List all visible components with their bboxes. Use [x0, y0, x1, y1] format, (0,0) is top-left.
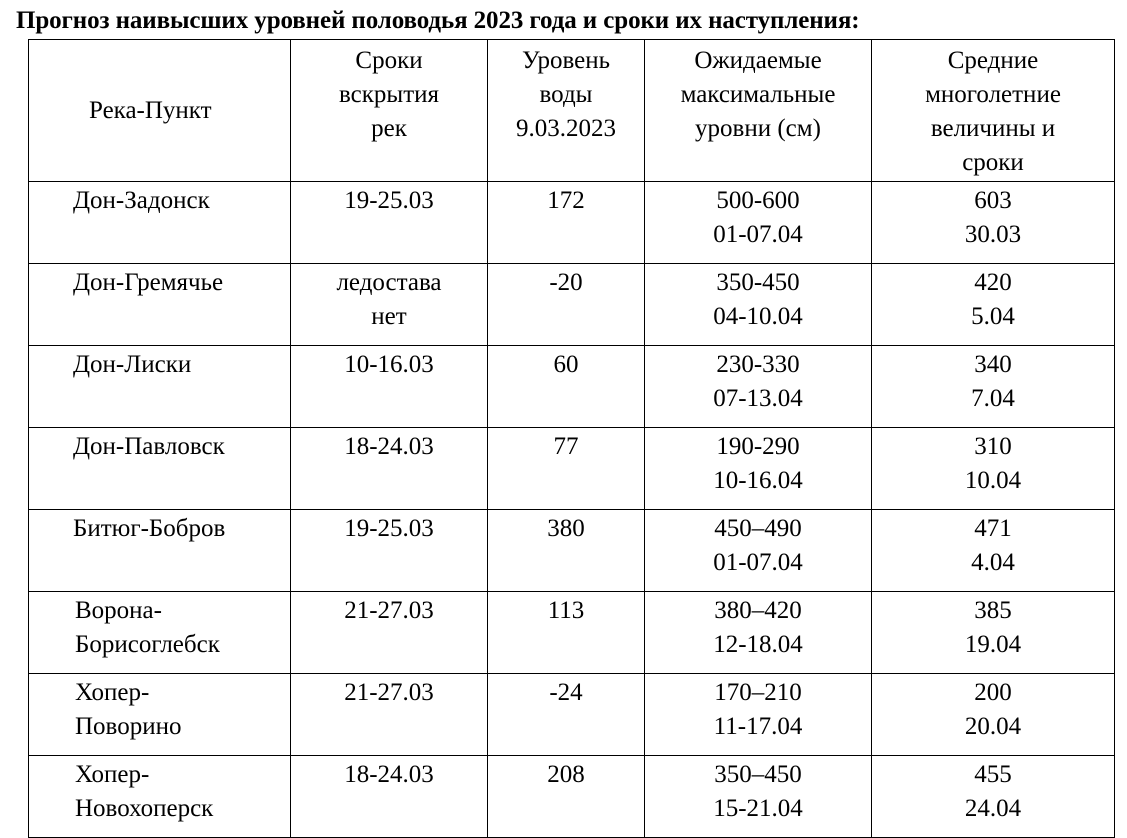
header-river-point	[29, 40, 291, 182]
average-date: 5.04	[971, 303, 1015, 330]
average-level: 455	[974, 761, 1012, 788]
header-line: Средние	[947, 47, 1039, 74]
cell-water-level	[488, 674, 645, 756]
expected-date-range: 10-16.04	[713, 467, 803, 494]
table-row	[29, 592, 1115, 674]
header-line: рек	[371, 115, 407, 142]
opening-dates-text: 21-27.03	[344, 679, 434, 706]
table-row	[29, 674, 1115, 756]
water-level-text: 380	[547, 515, 585, 542]
expected-date-range: 07-13.04	[713, 385, 803, 412]
cell-water-level	[488, 346, 645, 428]
cell-river-point	[29, 592, 291, 674]
header-line: Уровень	[521, 47, 611, 74]
cell-expected-max	[645, 182, 872, 264]
cell-opening-dates	[291, 182, 488, 264]
header-line: многолетние	[925, 81, 1061, 108]
cell-expected-max	[645, 756, 872, 838]
expected-date-range: 01-07.04	[713, 549, 803, 576]
average-date: 24.04	[964, 795, 1022, 822]
header-line: сроки	[962, 149, 1024, 176]
average-level: 385	[974, 597, 1012, 624]
cell-opening-dates	[291, 264, 488, 346]
opening-dates-text: 10-16.03	[344, 351, 434, 378]
expected-level-range: 350–450	[714, 761, 802, 788]
average-date: 10.04	[964, 467, 1022, 494]
cell-opening-dates	[291, 510, 488, 592]
river-point-text: Дон-Гремячье	[73, 269, 224, 296]
cell-water-level	[488, 510, 645, 592]
cell-expected-max	[645, 592, 872, 674]
header-water-level	[488, 40, 645, 182]
cell-water-level	[488, 182, 645, 264]
cell-long-term-average	[872, 264, 1115, 346]
water-level-text: 60	[553, 351, 579, 378]
cell-long-term-average	[872, 756, 1115, 838]
river-point-text: Борисоглебск	[75, 631, 220, 658]
cell-river-point	[29, 346, 291, 428]
opening-dates-text: 18-24.03	[344, 761, 434, 788]
expected-date-range: 11-17.04	[713, 713, 803, 740]
expected-level-range: 380–420	[714, 597, 802, 624]
header-opening-dates	[291, 40, 488, 182]
cell-long-term-average	[872, 182, 1115, 264]
average-level: 310	[974, 433, 1012, 460]
average-level: 471	[974, 515, 1012, 542]
river-point-text: Битюг-Бобров	[73, 515, 226, 542]
table-row	[29, 510, 1115, 592]
river-point-text: Дон-Задонск	[73, 187, 210, 214]
header-line: вскрытия	[339, 81, 439, 108]
average-level: 340	[974, 351, 1012, 378]
header-line: Река-Пункт	[89, 96, 212, 124]
cell-river-point	[29, 756, 291, 838]
expected-date-range: 15-21.04	[713, 795, 803, 822]
opening-dates-text: 19-25.03	[344, 515, 434, 542]
expected-level-range: 350-450	[716, 269, 800, 296]
cell-water-level	[488, 756, 645, 838]
water-level-text: -24	[549, 679, 583, 706]
cell-long-term-average	[872, 346, 1115, 428]
expected-level-range: 170–210	[714, 679, 802, 706]
cell-long-term-average	[872, 592, 1115, 674]
header-row	[29, 40, 1115, 182]
river-point-text: Хопер-	[75, 679, 150, 706]
water-level-text: 77	[553, 433, 579, 460]
opening-dates-text: 18-24.03	[344, 433, 434, 460]
table-row	[29, 182, 1115, 264]
water-level-text: 113	[547, 597, 585, 624]
table-row	[29, 428, 1115, 510]
cell-water-level	[488, 592, 645, 674]
average-date: 7.04	[971, 385, 1015, 412]
average-date: 20.04	[964, 713, 1022, 740]
expected-date-range: 01-07.04	[713, 221, 803, 248]
expected-level-range: 450–490	[714, 515, 802, 542]
opening-dates-text: ледостава	[336, 269, 442, 296]
cell-river-point	[29, 428, 291, 510]
cell-expected-max	[645, 264, 872, 346]
water-level-text: -20	[549, 269, 583, 296]
average-date: 30.03	[964, 221, 1022, 248]
document-title: Прогноз наивысших уровней половодья 2023 года и сроки их наступления:	[16, 7, 860, 34]
opening-dates-text: 19-25.03	[344, 187, 434, 214]
header-line: воды	[539, 81, 593, 108]
expected-level-range: 500-600	[716, 187, 800, 214]
river-point-text: Ворона-	[75, 597, 162, 624]
opening-dates-text: 21-27.03	[344, 597, 434, 624]
average-date: 4.04	[971, 549, 1015, 576]
cell-opening-dates	[291, 346, 488, 428]
cell-opening-dates	[291, 428, 488, 510]
header-line: величины и	[930, 115, 1056, 142]
expected-date-range: 12-18.04	[713, 631, 803, 658]
header-line: Сроки	[355, 47, 423, 74]
table-row	[29, 346, 1115, 428]
cell-opening-dates	[291, 592, 488, 674]
water-level-text: 208	[547, 761, 585, 788]
river-point-text: Дон-Павловск	[73, 433, 225, 460]
cell-opening-dates	[291, 674, 488, 756]
cell-long-term-average	[872, 510, 1115, 592]
cell-long-term-average	[872, 428, 1115, 510]
cell-opening-dates	[291, 756, 488, 838]
header-line: уровни (см)	[695, 115, 821, 142]
river-point-text: Новохоперск	[75, 795, 214, 822]
table-row	[29, 756, 1115, 838]
header-expected-max-levels	[645, 40, 872, 182]
table-row	[29, 264, 1115, 346]
cell-river-point	[29, 510, 291, 592]
expected-level-range: 230-330	[716, 351, 800, 378]
cell-river-point	[29, 264, 291, 346]
average-date: 19.04	[964, 631, 1022, 658]
river-point-text: Хопер-	[75, 761, 150, 788]
header-long-term-averages	[872, 40, 1115, 182]
cell-river-point	[29, 674, 291, 756]
header-line: Ожидаемые	[694, 47, 822, 74]
cell-river-point	[29, 182, 291, 264]
cell-expected-max	[645, 346, 872, 428]
cell-long-term-average	[872, 674, 1115, 756]
cell-expected-max	[645, 510, 872, 592]
river-point-text: Поворино	[75, 713, 182, 740]
table-header	[29, 40, 1115, 182]
average-level: 420	[974, 269, 1012, 296]
table-body	[29, 182, 1115, 838]
flood-forecast-table	[28, 39, 1115, 838]
expected-date-range: 04-10.04	[713, 303, 803, 330]
cell-water-level	[488, 264, 645, 346]
cell-expected-max	[645, 674, 872, 756]
header-line: максимальные	[680, 81, 836, 108]
water-level-text: 172	[547, 187, 585, 214]
river-point-text: Дон-Лиски	[73, 351, 192, 378]
expected-level-range: 190-290	[716, 433, 800, 460]
cell-water-level	[488, 428, 645, 510]
average-level: 200	[974, 679, 1012, 706]
average-level: 603	[974, 187, 1012, 214]
header-line: 9.03.2023	[516, 115, 616, 142]
cell-expected-max	[645, 428, 872, 510]
opening-dates-text: нет	[371, 303, 407, 330]
